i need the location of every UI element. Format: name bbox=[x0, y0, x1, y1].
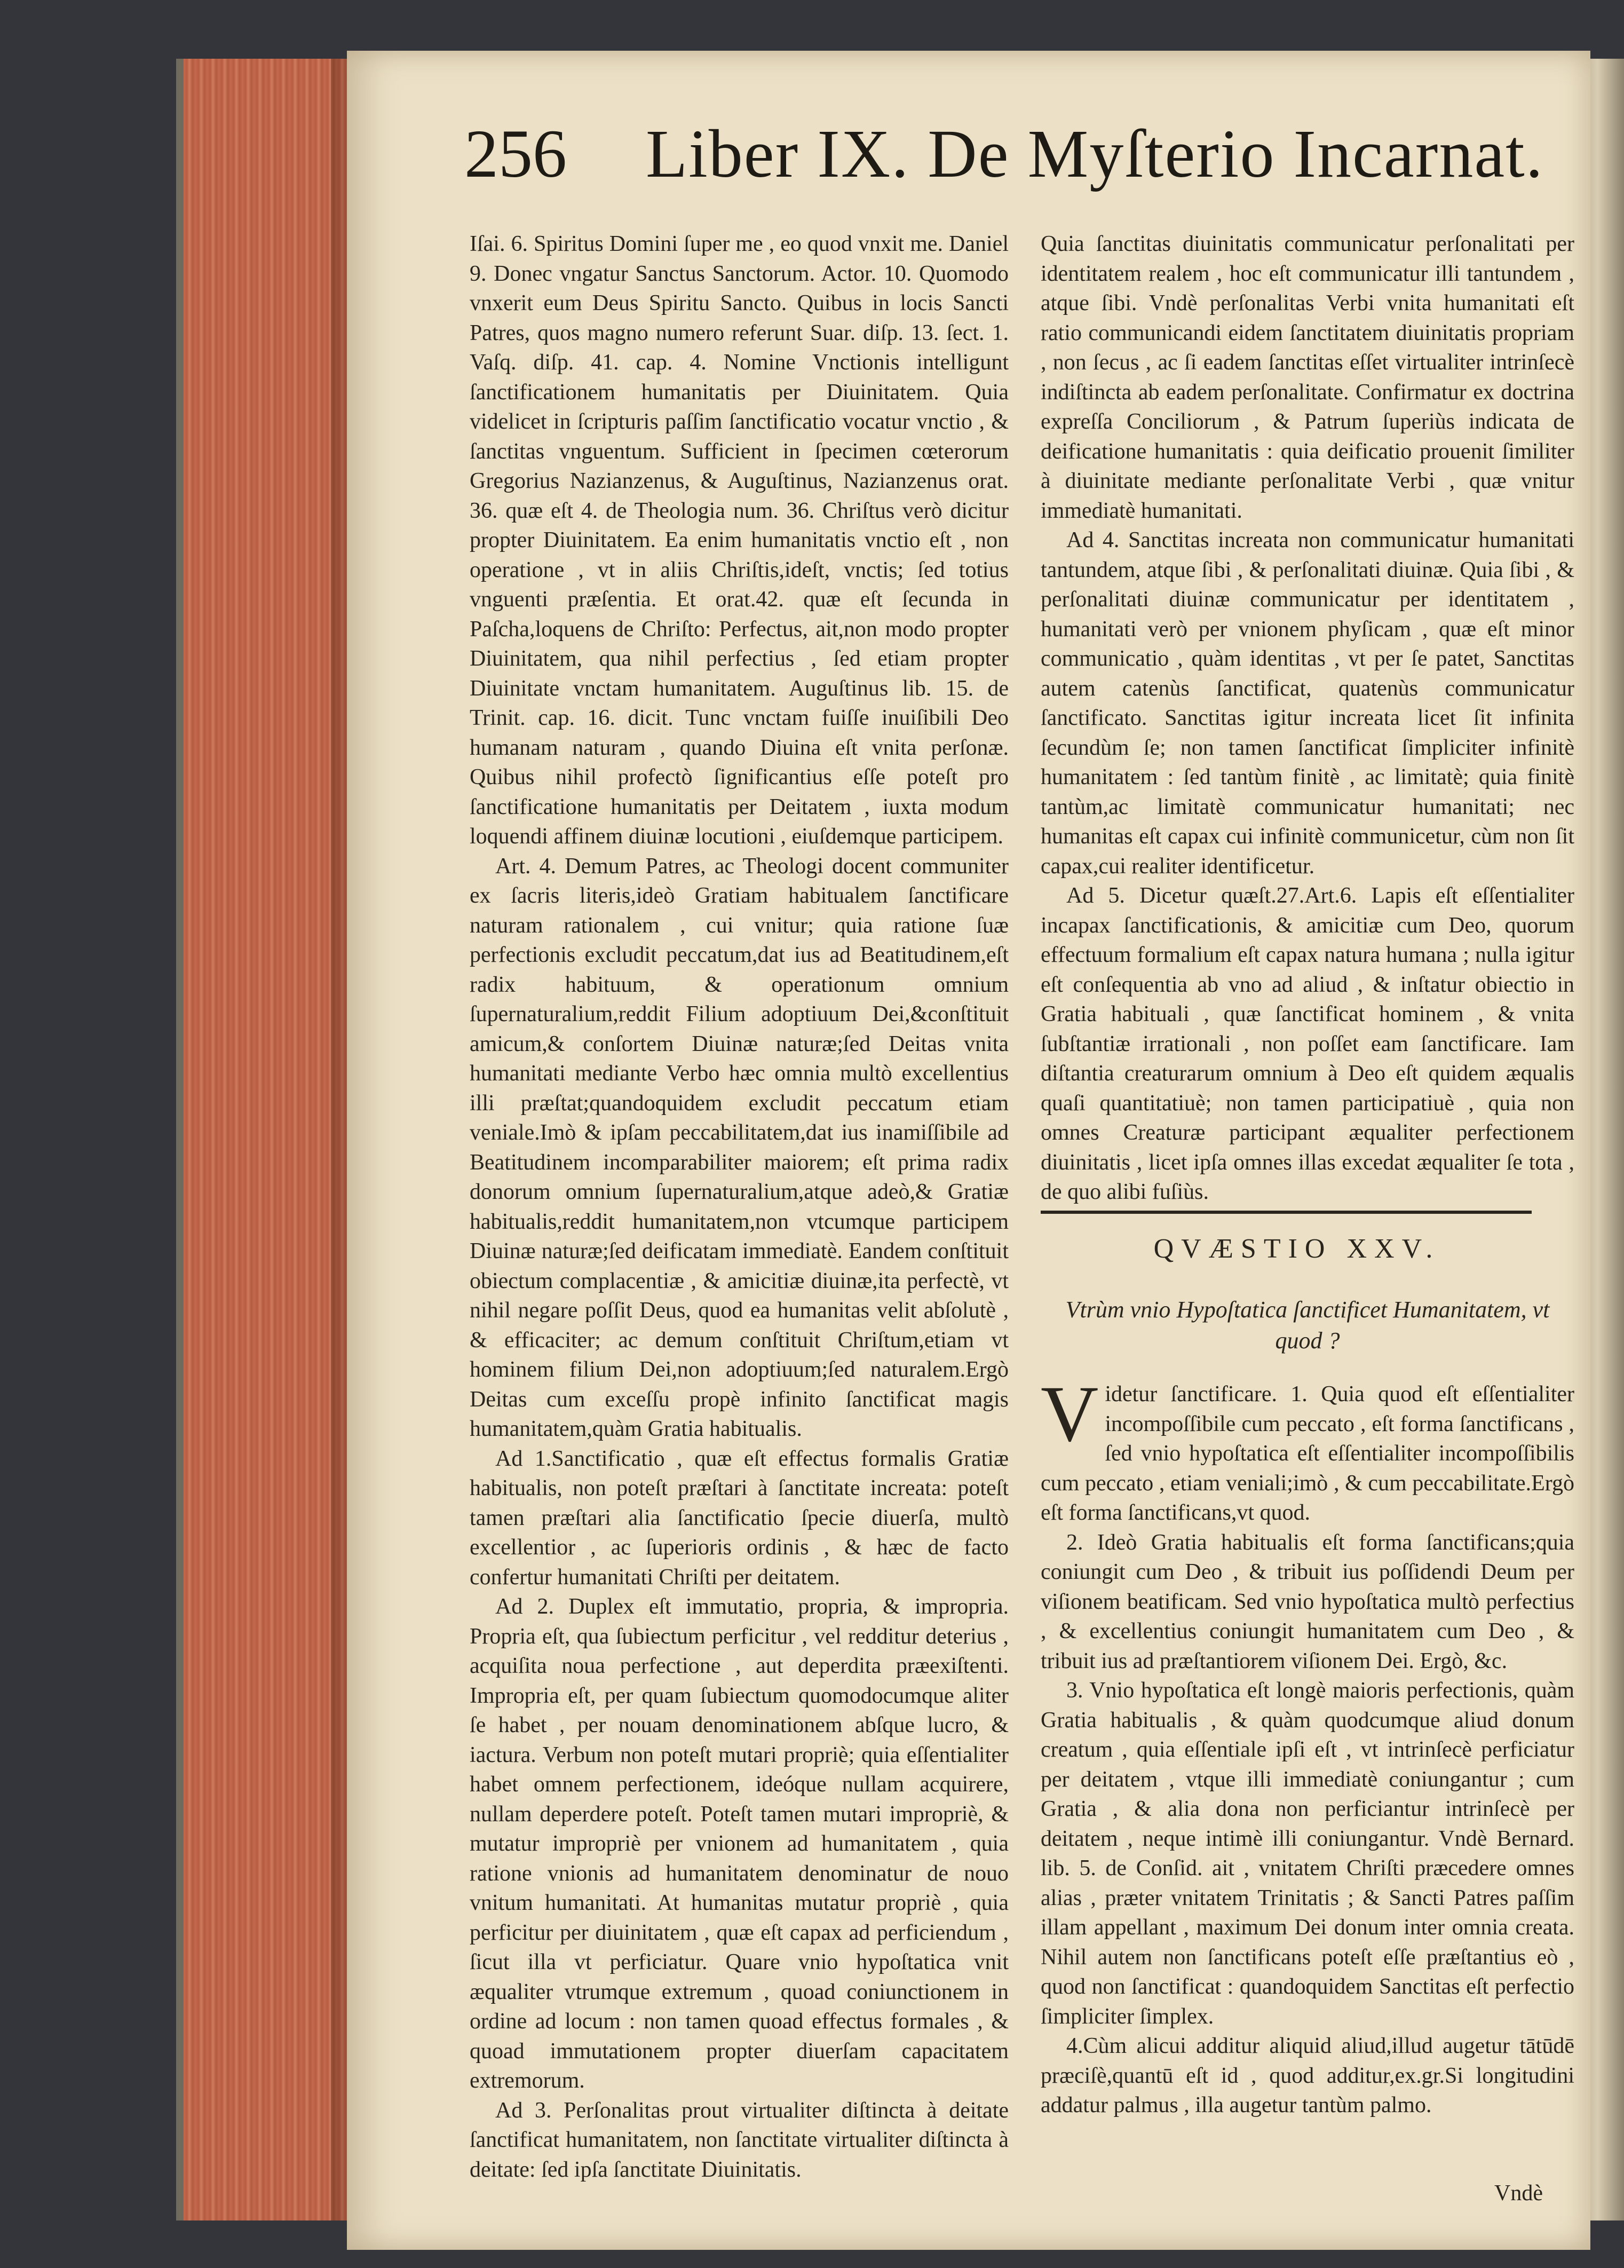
question-paragraph-4: 4.Cùm alicui additur aliquid aliud,illud augetur tātūdē præciſè,quantū eſt id , quod additur,ex.gr.Si longitudini addatur palmus , illa augetur tantùm palmo. bbox=[1041, 2034, 1574, 2117]
left-paragraph-2: Art. 4. Demum Patres, ac Theologi docent communiter ex ſacris literis,ideò Gratiam habitualem ſanctificare naturam rationalem , cui vnitur; quia ratione ſuæ perfectionis excludit peccatum,dat ius ad Beatitudinem,eſt radix habituum, & operationum omnium ſupernaturalium,reddit Filium adoptiuum Dei,&conſtituit amicum,& conſortem Diuinæ naturæ;ſed Deitas vnita humanitati mediante Verbo hæc omnia multò excellentius illi præſtat;quandoquidem excludit peccatum etiam veniale.Imò & ipſam peccabilitatem,dat ius inamiſſibile ad Beatitudinem incomparabiliter maiorem; eſt prima radix donorum omnium ſupernaturalium,atque adeò,& Gratiæ habitualis,reddit humanitatem,non vtcumque participem Diuinæ naturæ;ſed deificatam immediatè. Eandem conſtituit obiectum complacentiæ , & amicitiæ diuinæ,ita perfectè, vt nihil negare poſſit Deus, quod ea humanitas velit abſolutè , & efficaciter; ac demum conſtituit Chriſtum,etiam vt hominem filium Dei,non adoptiuum;ſed naturalem.Ergò Deitas cum exceſſu propè infinito ſanctificat magis humanitatem,quàm Gratia habitualis. bbox=[470, 854, 1009, 1441]
left-paragraph-1: Iſai. 6. Spiritus Domini ſuper me , eo quod vnxit me. Daniel 9. Donec vngatur Sanctus Sanctorum. Actor. 10. Quomodo vnxerit eum Deus Spiritu Sancto. Quibus in locis Sancti Patres, quos magno numero referunt Suar. diſp. 13. ſect. 1. Vaſq. diſp. 41. cap. 4. Nomine Vnctionis intelligunt ſanctificationem humanitatis per Diuinitatem. Quia videlicet in ſcripturis paſſim ſanctificatio vocatur vnctio , & ſanctitas vnguentum. Sufficient in ſpecimen cœterorum Gregorius Nazianzenus, & Auguſtinus, Nazianzenus orat. 36. quæ eſt 4. de Theologia num. 36. Chriſtus verò dicitur propter Diuinitatem. Ea enim humanitatis vnctio eſt , non operatione , vt in aliis Chriſtis,ideſt, vnctis; ſed totius vnguenti præſentia. Et orat.42. quæ eſt ſecunda in Paſcha,loquens de Chriſto: Perfectus, ait,non modo propter Diuinitatem, qua nihil perfectius , ſed etiam propter Diuinitate vnctam humanitatem. Auguſtinus lib. 15. de Trinit. cap. 16. dicit. Tunc vnctam fuiſſe inuiſibili Deo humanam naturam , quando Diuina eſt vnita perſonæ. Quibus nihil profectò ſignificantius eſſe poteſt pro ſanctificatione humanitatis per Deitatem , iuxta modum loquendi affinem diuinæ locutioni , eiuſdemque participem. bbox=[470, 232, 1009, 849]
left-paragraph-3: Ad 1.Sanctificatio , quæ eſt effectus formalis Gratiæ habitualis, non poteſt præſtari à ſanctitate increata: poteſt tamen præſtari alia ſanctificatio ſpecie diuerſa, multò excellentior , ac ſuperioris ordinis , & hæc de facto confertur humanitati Chriſti per deitatem. bbox=[470, 1446, 1009, 1590]
book-page bbox=[347, 51, 1590, 2250]
question-paragraph-1-text: idetur ſanctificare. 1. Quia quod eſt eſſentialiter incompoſſibile cum peccato , eſt forma ſanctificans , ſed vnio hypoſtatica eſt eſſentialiter incompoſſibilis cum peccato , etiam veniali;imò , & cum peccabilitate.Ergò eſt forma ſanctificans,vt quod. bbox=[1041, 1382, 1574, 1525]
right-paragraph-3: Ad 5. Dicetur quæſt.27.Art.6. Lapis eſt eſſentialiter incapax ſanctificationis, & amicitiæ cum Deo, quorum effectuum formalium eſt capax natura humana ; nulla igitur eſt conſequentia ab vno ad aliud , & inſtatur obiectio in Gratia habituali , quæ ſanctificat hominem , & vnita ſubſtantiæ irrationali , non poſſet eam ſanctificare. Iam diſtantia creaturarum omnium à Deo eſt quidem æqualis quaſi quantitatiuè; non tamen participatiuè , quia non omnes Creaturæ participant æqualiter perfectionem diuinitatis , licet ipſa omnes illas excedat æqualiter ſe tota , de quo alibi fuſiùs. bbox=[1041, 883, 1574, 1204]
left-paragraph-4: Ad 2. Duplex eſt immutatio, propria, & impropria. Propria eſt, qua ſubiectum perficitur , vel redditur deterius , acquiſita noua perfectione , aut deperdita præexiſtenti. Impropria eſt, per quam ſubiectum quomodocumque aliter ſe habet , per nouam denominationem abſque lucro, & iactura. Verbum non poteſt mutari propriè; quia eſſentialiter habet omnem perfectionem, ideóque nullam acquirere, nullam deperdere poteſt. Poteſt tamen mutari impropriè, & mutatur impropriè per vnionem ad humanitatem , quia ratione vnionis ad humanitatem denominatur de nouo vnitum humanitati. At humanitas mutatur propriè , quia perficitur per diuinitatem , quæ eſt capax ad perficiendum , ſicut illa vt perficiatur. Quare vnio hypoſtatica vnit æqualiter vtrumque extremum , quoad coniunctionem in ordine ad locum : non tamen quoad effectus formales , & quoad immutationem propter diuerſam capacitatem extremorum. bbox=[470, 1594, 1009, 2093]
question-subtitle: Vtrùm vnio Hypoſtatica ſanctificet Humanitatem, vt quod ? bbox=[1065, 1297, 1550, 1354]
left-paragraph-5: Ad 3. Perſonalitas prout virtualiter diſtincta à deitate ſanctificat humanitatem, non ſanctitate virtualiter diſtincta à deitate: ſed ipſa ſanctitate Diuinitatis. bbox=[470, 2098, 1009, 2182]
running-title: Liber IX. De Myſterio Incarnat. bbox=[646, 116, 1544, 192]
question-paragraph-1 bbox=[1041, 1370, 1574, 1528]
book-fore-edge bbox=[176, 59, 347, 2220]
right-column-lower bbox=[1041, 1370, 1574, 2121]
right-column-upper bbox=[1041, 230, 1574, 1207]
question-title: QVÆSTIO XXV. bbox=[1153, 1234, 1440, 1264]
section-rule bbox=[1041, 1211, 1532, 1214]
question-paragraph-2: 2. Ideò Gratia habitualis eſt forma ſanctificans;quia coniungit cum Deo , & tribuit ius poſſidendi Deum per viſionem beatificam. Sed vnio hypoſtatica multò perfectius , & excellentius coniungit humanitatem cum Deo , & tribuit ius ad præſtantiorem viſionem Dei. Ergò, &c. bbox=[1041, 1530, 1574, 1673]
question-paragraph-3: 3. Vnio hypoſtatica eſt longè maioris perfectionis, quàm Gratia habitualis , & quàm quodcumque aliud donum creatum , quia eſſentiale ipſi eſt , vt intrinſecè perficiatur per deitatem , vtque illi immediatè coniungantur ; cum Gratia , & alia dona non perficiantur intrinſecè per deitatem , neque intimè illi coniungantur. Vndè Bernard. lib. 5. de Conſid. ait , vnitatem Chriſti præcedere omnes alias , præter vnitatem Trinitatis ; & Sancti Patres paſſim illam appellant , maximum Dei donum inter omnia creata. Nihil autem non ſanctificans poteſt eſſe præſtantius eò , quod non ſanctificat : quandoquidem Sanctitas eſt perfectio ſimpliciter ſimplex. bbox=[1041, 1678, 1574, 2029]
page-number: 256 bbox=[464, 116, 567, 192]
left-column bbox=[470, 230, 1009, 2185]
drop-cap: V bbox=[1041, 1370, 1099, 1458]
page-header bbox=[464, 115, 1544, 222]
right-paragraph-2: Ad 4. Sanctitas increata non communicatur humanitati tantundem, atque ſibi , & perſonalitati diuinæ. Quia ſibi , & perſonalitati diuinæ communicatur per identitatem , humanitati verò per vnionem phyſicam , quæ eſt minor communicatio , quàm identitas , vt per ſe patet, Sanctitas autem catenùs ſanctificat, quatenùs communicatur ſanctificato. Sanctitas igitur increata licet ſit infinita ſecundùm ſe; non tamen ſanctificat ſimpliciter infinitè humanitatem : ſed tantùm finitè , ac limitatè; quia finitè tantùm,ac limitatè communicatur humanitati; nec humanitas eſt capax cui infinitè communicetur, cùm non ſit capax,cui realiter identificetur. bbox=[1041, 528, 1574, 879]
right-paragraph-1: Quia ſanctitas diuinitatis communicatur perſonalitati per identitatem realem , hoc eſt communicatur illi tantundem , atque ſibi. Vndè perſonalitas Verbi vnita humanitati eſt ratio communicandi eidem ſanctitatem diuinitatis propriam , non ſecus , ac ſi eadem ſanctitas eſſet virtualiter intrinſecè indiſtincta ab eadem perſonalitate. Confirmatur ex doctrina expreſſa Conciliorum , & Patrum ſuperiùs indicata de deificatione humanitatis : quia deificatio prouenit ſimiliter à diuinitate mediante perſonalitate Verbi , quæ vnitur immediatè humanitati. bbox=[1041, 232, 1574, 523]
catchword: Vndè bbox=[1494, 2181, 1543, 2206]
